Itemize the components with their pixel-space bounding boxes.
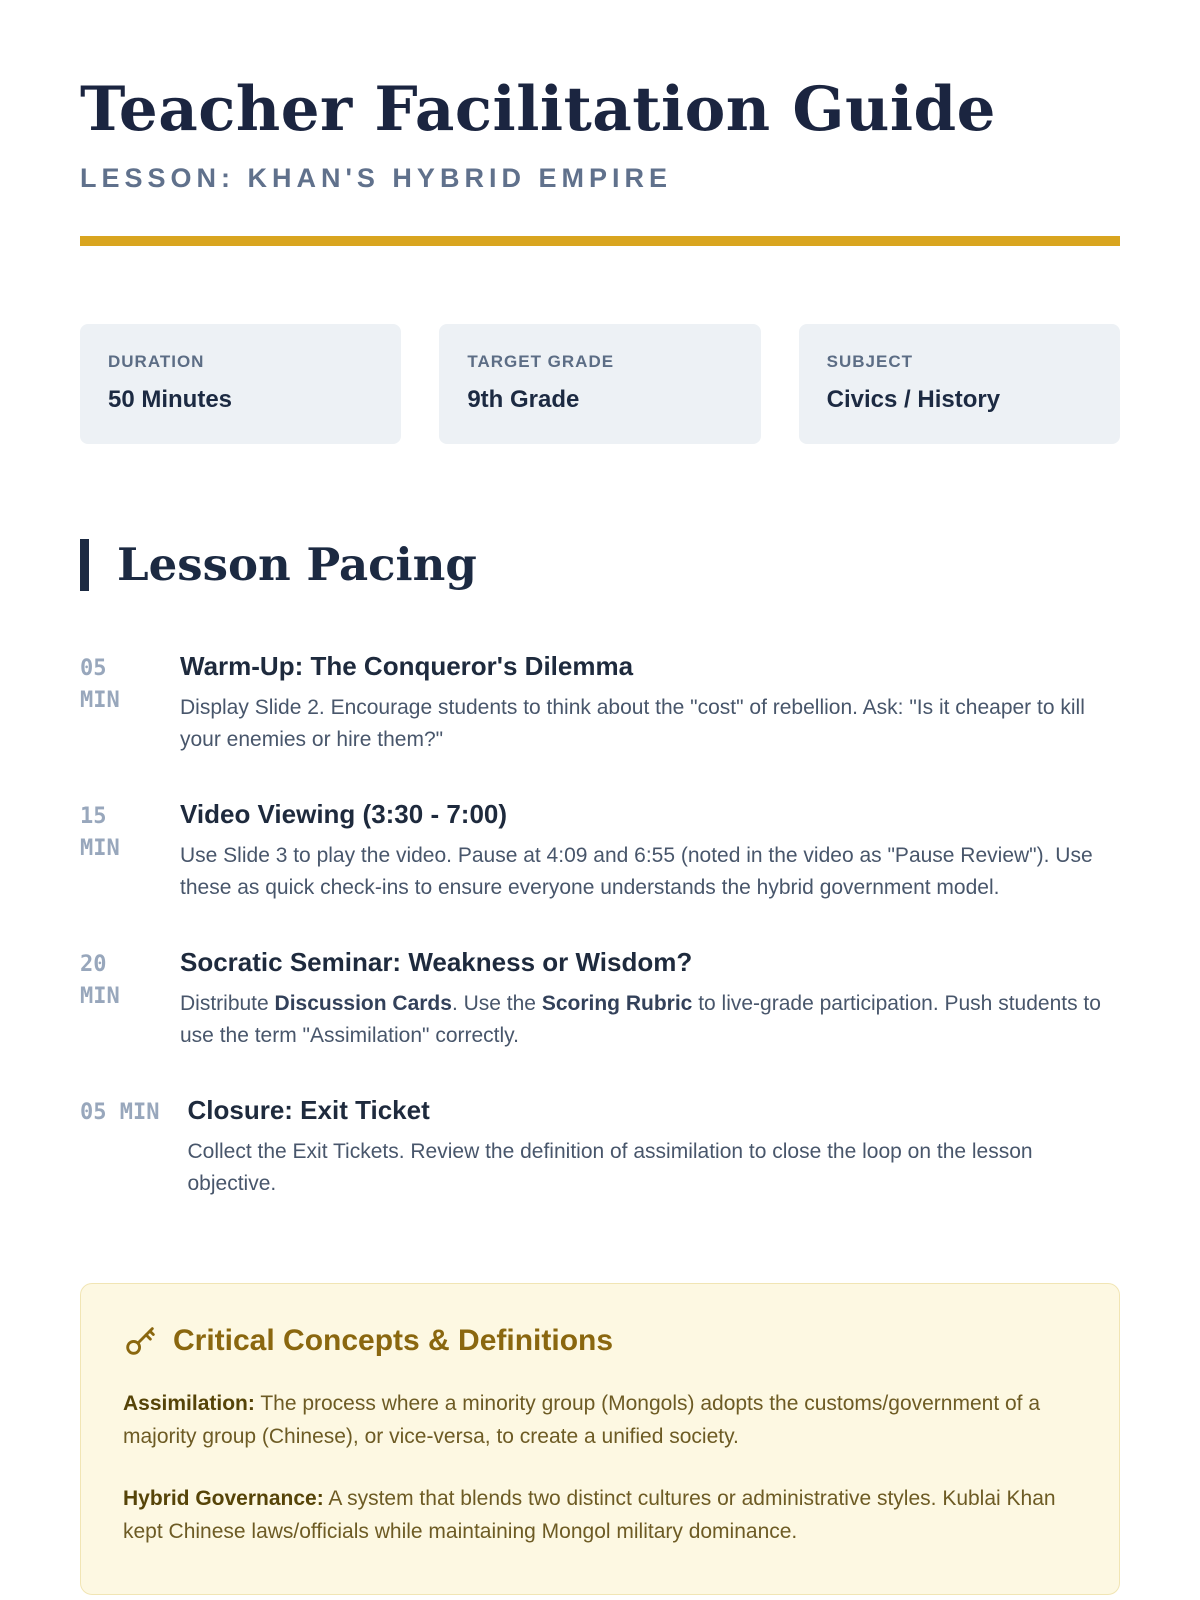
concept-term: Hybrid Governance: bbox=[123, 1487, 324, 1511]
meta-card-label: SUBJECT bbox=[826, 352, 914, 372]
pacing-item-title: Socratic Seminar: Weakness or Wisdom? bbox=[180, 947, 693, 978]
concepts-card bbox=[80, 1283, 1120, 1595]
meta-card-label: DURATION bbox=[108, 352, 205, 372]
meta-card-row bbox=[80, 324, 1120, 444]
pacing-item-body: Display Slide 2. Encourage students to think about the "cost" of rebellion. Ask: "Is it cheaper to kill your enemies or hire them?" bbox=[180, 696, 1085, 751]
pacing-time-label: 20 MIN bbox=[80, 952, 120, 1009]
pacing-item bbox=[80, 947, 1120, 1051]
pacing-time-label: 05 MIN bbox=[80, 1100, 160, 1126]
pacing-item bbox=[80, 1095, 1120, 1199]
page-title: Teacher Facilitation Guide bbox=[80, 74, 996, 145]
pacing-content bbox=[187, 1095, 1120, 1199]
lesson-subtitle: LESSON: KHAN'S HYBRID EMPIRE bbox=[80, 163, 672, 194]
pacing-content bbox=[180, 651, 1115, 755]
concept-entry bbox=[123, 1483, 1077, 1548]
pacing-item-title: Warm-Up: The Conqueror's Dilemma bbox=[180, 651, 634, 682]
pacing-content bbox=[180, 799, 1115, 903]
pacing-time-label: 05 MIN bbox=[80, 656, 120, 713]
concepts-list bbox=[123, 1388, 1077, 1548]
concept-definition: The process where a minority group (Mongols) adopts the customs/government of a majority group (Chinese), or vice-versa, to create a unified society. bbox=[123, 1392, 1041, 1448]
meta-card bbox=[439, 324, 760, 444]
section-accent-bar bbox=[80, 539, 89, 591]
pacing-time-label: 15 MIN bbox=[80, 804, 120, 861]
concepts-header bbox=[123, 1324, 1077, 1358]
pacing-item-title: Video Viewing (3:30 - 7:00) bbox=[180, 799, 508, 830]
meta-card-value: Civics / History bbox=[826, 386, 1001, 414]
meta-card-label: TARGET GRADE bbox=[467, 352, 615, 372]
meta-card bbox=[80, 324, 401, 444]
pacing-list bbox=[80, 651, 1120, 1199]
pacing-item-body: Distribute Discussion Cards. Use the Scoring Rubric to live-grade participation. Push students to use the term "Assimilation" correctly. bbox=[180, 992, 1101, 1047]
meta-card-value: 50 Minutes bbox=[108, 386, 233, 414]
pacing-item-body: Collect the Exit Tickets. Review the definition of assimilation to close the loop on the lesson objective. bbox=[187, 1140, 1033, 1195]
concept-definition: A system that blends two distinct cultures or administrative styles. Kublai Khan kept Chinese laws/officials while maintaining Mongol military dominance. bbox=[123, 1487, 1056, 1543]
pacing-item bbox=[80, 799, 1120, 903]
meta-card-value: 9th Grade bbox=[467, 386, 580, 414]
pacing-content bbox=[180, 947, 1115, 1051]
meta-card bbox=[799, 324, 1120, 444]
section-title: Lesson Pacing bbox=[117, 538, 477, 592]
pacing-item bbox=[80, 651, 1120, 755]
concept-term: Assimilation: bbox=[123, 1392, 255, 1416]
concepts-title: Critical Concepts & Definitions bbox=[173, 1324, 614, 1358]
pacing-item-title: Closure: Exit Ticket bbox=[187, 1095, 430, 1126]
concept-entry bbox=[123, 1388, 1077, 1453]
accent-divider bbox=[80, 236, 1120, 246]
section-header-lesson-pacing bbox=[80, 538, 1120, 591]
pacing-item-body: Use Slide 3 to play the video. Pause at 4:09 and 6:55 (noted in the video as "Pause Review"). Use these as quick check-ins to ensure everyone understands the hybrid government model. bbox=[180, 844, 1093, 899]
key-icon bbox=[123, 1324, 157, 1358]
